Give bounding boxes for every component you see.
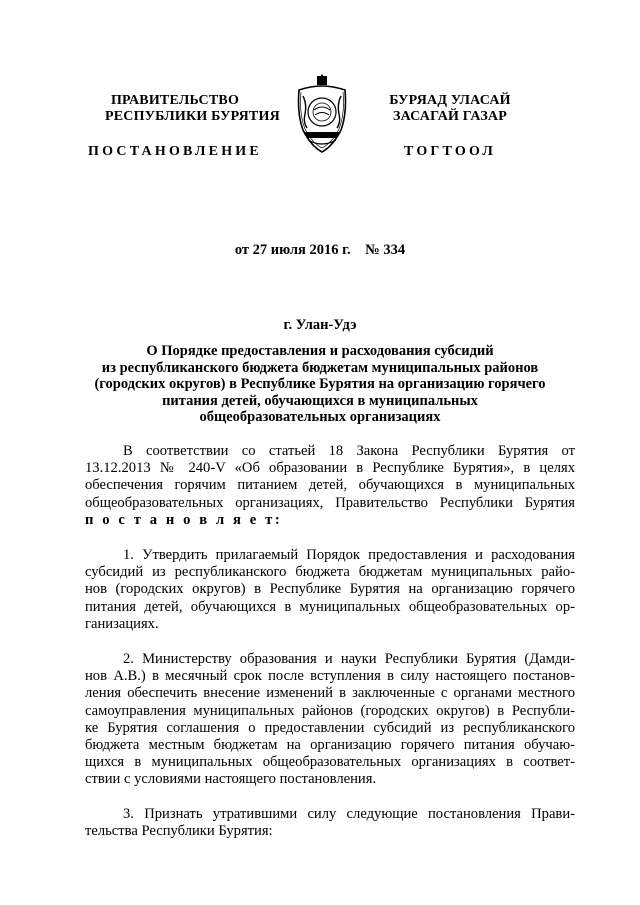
doc-type-ru: ПОСТАНОВЛЕНИЕ [88,144,262,159]
preamble-line: 13.12.2013 № 240-V «Об образовании в Республике Бурятия», в целях [85,460,575,477]
paragraph-line: ганизациях. [85,615,159,632]
paragraph-line: ствии с условиями настоящего постановления. [85,771,377,788]
date-number-line: от 27 июля 2016 г. № 334 [234,242,406,258]
paragraph-3 [85,806,575,840]
preamble [85,443,575,529]
paragraph-line: питания детей, обучающихся в муниципальных общеобразовательных ор- [85,598,575,615]
preamble-line: обеспечения горячим питанием детей, обучающихся в муниципальных [85,477,575,494]
paragraph-line: 1. Утвердить прилагаемый Порядок предоставления и расходования [123,547,575,563]
paragraph-line: тельства Республики Бурятия: [85,823,273,840]
paragraph-line: ке Бурятия соглашения о предоставлении субсидий из республиканского [85,719,575,736]
issuer-line-1: ПРАВИТЕЛЬСТВО [110,93,240,108]
paragraph-line: самоуправления муниципальных районов (городских округов) в Республи- [85,702,575,719]
issuer-line-2-bua: ЗАСАГАЙ ГАЗАР [392,109,507,124]
decree-word: п о с т а н о в л я е т: [85,511,283,528]
issuer-line-1-bua: БУРЯАД УЛАСАЙ [389,93,511,108]
document-title [0,343,640,426]
paragraph-2 [85,651,575,789]
paragraph-line: нов А.В.) в месячный срок после вступления в силу настоящего постанов- [85,668,575,685]
title-line: (городских округов) в Республике Бурятия на организацию горячего [94,376,546,393]
doc-type-bua: ТОГТООЛ [403,144,497,159]
coat-of-arms-icon [293,74,351,154]
issuer-name-bua [380,93,520,125]
title-line: питания детей, обучающихся в муниципальных [162,392,478,409]
paragraph-line: субсидий из республиканского бюджета бюджетам муниципальных райо- [85,564,575,581]
title-line: О Порядке предоставления и расходования субсидий [146,343,494,359]
paragraph-1 [85,547,575,633]
paragraph-line: щихся в муниципальных общеобразовательных организациях в соответ- [85,754,575,771]
preamble-line: В соответствии со статьей 18 Закона Республики Бурятия от [123,443,575,459]
preamble-line: общеобразовательных организациях, Правительство Республики Бурятия [85,494,575,511]
title-line: из республиканского бюджета бюджетам муниципальных районов [101,359,539,376]
paragraph-line: 2. Министерству образования и науки Республики Бурятия (Дамди- [123,651,575,667]
title-line: общеобразовательных организациях [199,409,441,426]
city-line: г. Улан-Удэ [283,317,357,333]
paragraph-line: нов (городских округов) в Республике Бурятия на организацию горячего [85,581,575,598]
paragraph-line: бюджета местным бюджетам на организацию горячего питания обучаю- [85,737,575,754]
paragraph-line: 3. Признать утратившими силу следующие постановления Прави- [123,806,575,822]
issuer-line-2: РЕСПУБЛИКИ БУРЯТИЯ [105,109,280,124]
paragraph-line: ления обеспечить внесение изменений в заключенные с органами местного [85,685,575,702]
issuer-name-ru [105,93,280,125]
